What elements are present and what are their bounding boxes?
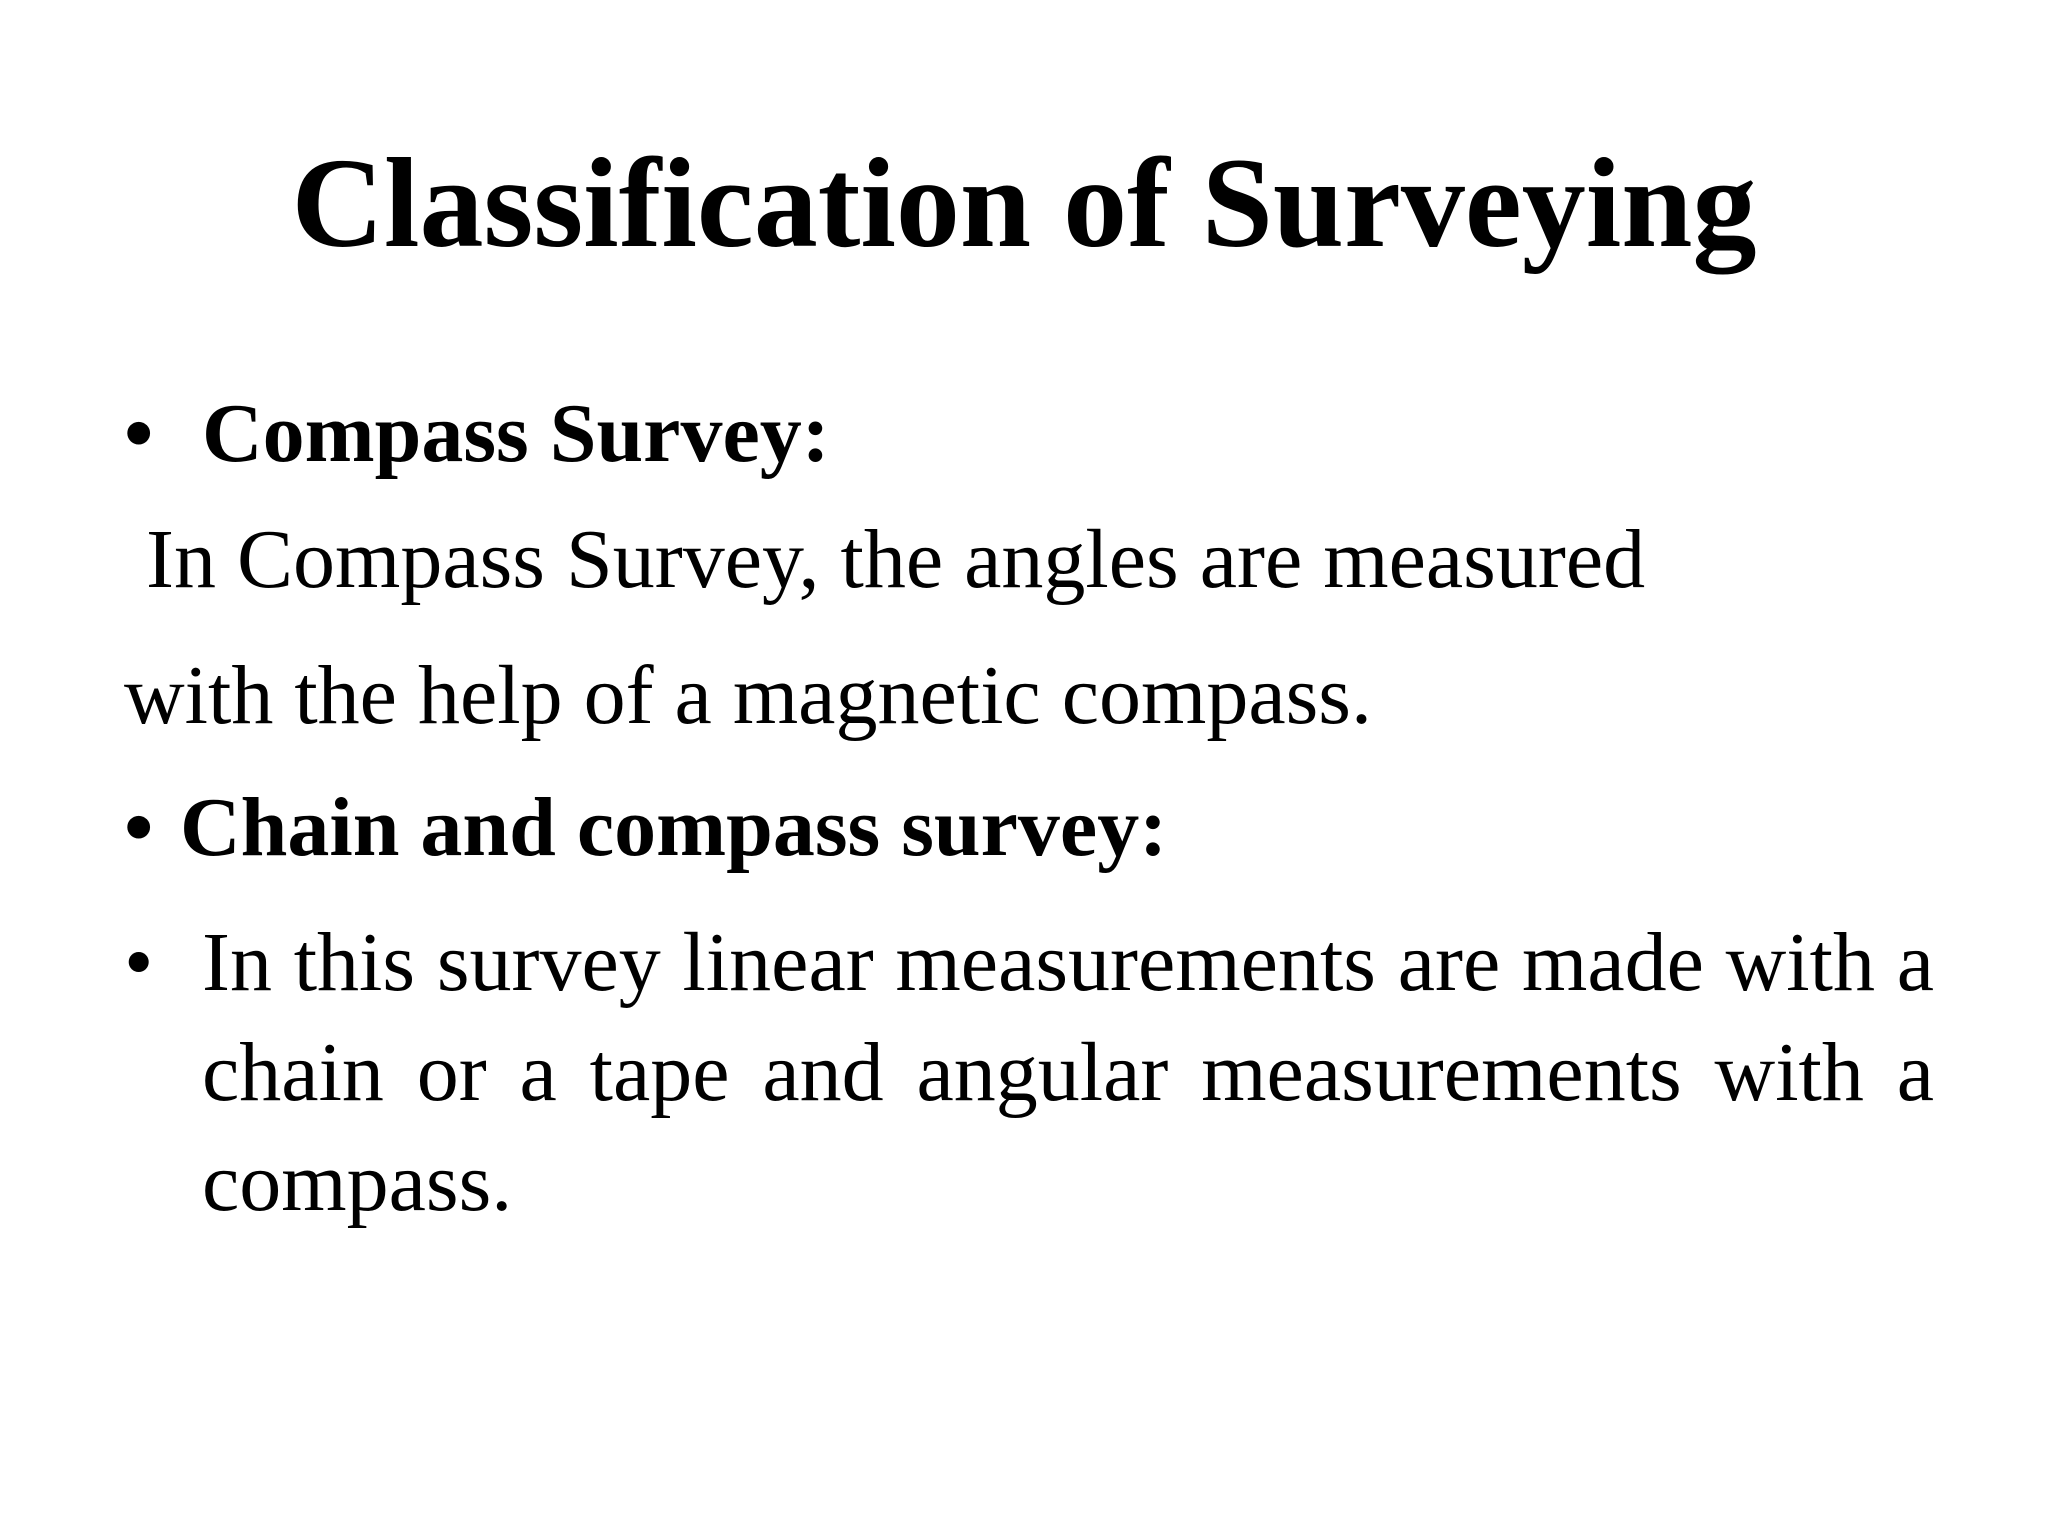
bullet-chain-description <box>124 908 1934 1238</box>
slide-title: Classification of Surveying <box>291 132 1757 274</box>
compass-description-line-2: with the help of a magnetic compass. <box>124 649 1372 742</box>
bullet-chain-compass-survey <box>124 778 1167 878</box>
bullet-icon: • <box>124 781 154 874</box>
chain-compass-description: In this survey linear measurements are made with a chain or a tape and angular measurements with a compass. <box>202 916 1934 1229</box>
bullet-icon: • <box>124 916 154 1009</box>
bullet-icon: • <box>124 387 154 480</box>
compass-description-line-1: In Compass Survey, the angles are measured <box>146 513 1646 606</box>
compass-survey-heading: Compass Survey: <box>202 387 830 480</box>
bullet-compass-survey <box>124 384 830 484</box>
chain-compass-heading: Chain and compass survey: <box>180 781 1168 874</box>
